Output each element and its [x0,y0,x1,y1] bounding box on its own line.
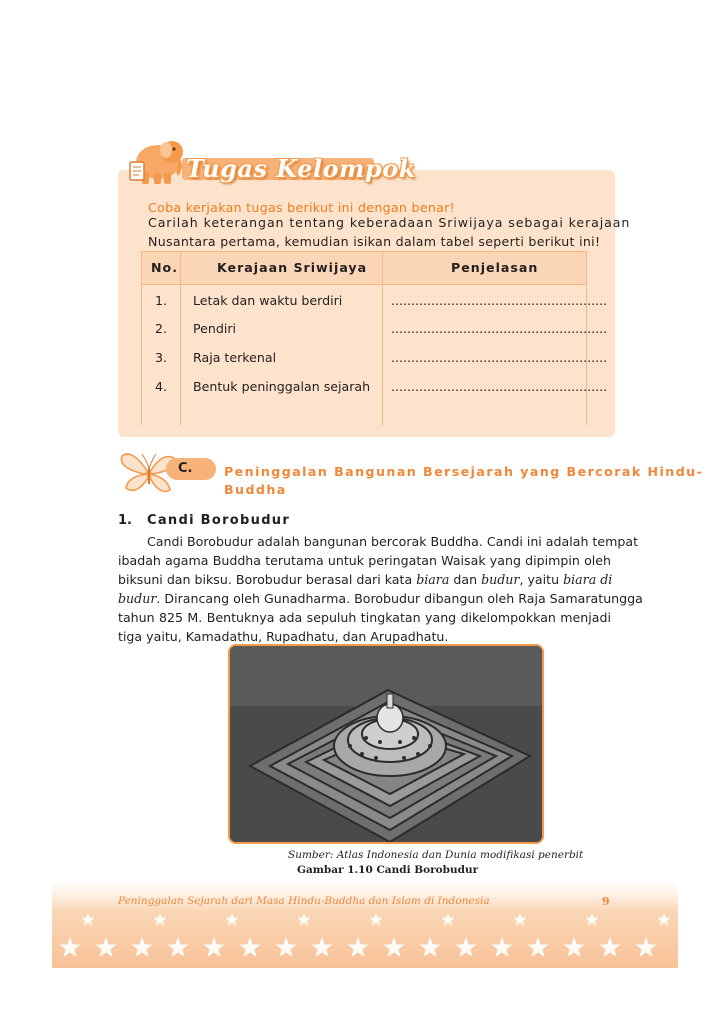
section-letter: C. [178,461,193,476]
text-run: dan [453,572,478,587]
subsection-number: 1. [118,513,132,528]
table-border [141,251,142,425]
task-body-line: Nusantara pertama, kemudian isikan dalam tabel seperti berikut ini! [148,234,601,249]
text-run: biksuni dan biksu. Borobudur berasal dari kata [118,572,413,587]
table-divider [382,251,383,425]
figure-source: Sumber: Atlas Indonesia dan Dunia modifikasi penerbit [288,849,584,861]
task-intro: Coba kerjakan tugas berikut ini dengan benar! [148,200,455,215]
italic-term: biara di [563,572,613,587]
elephant-mascot-icon [128,132,186,186]
table-border [586,251,587,425]
italic-term: budur [481,572,520,587]
footer-star-band [52,880,678,968]
table-cell-item: Bentuk peninggalan sejarah [193,379,371,394]
paragraph-line: tahun 825 M. Bentuknya ada sepuluh tingkatan yang dikelompokkan menjadi [118,610,611,625]
task-title: Tugas Kelompok [186,154,416,183]
text-run: . Dirancang oleh Gunadharma. Borobudur dibangun oleh Raja Samaratungga [156,591,643,606]
section-title-line: Peninggalan Bangunan Bersejarah yang Bercorak Hindu- [224,464,704,479]
table-divider [180,251,181,425]
paragraph-line: Candi Borobudur adalah bangunan bercorak Buddha. Candi ini adalah tempat [147,534,639,549]
table-cell-item: Pendiri [193,321,237,336]
table-cell-no: 4. [155,379,168,394]
italic-term: budur [118,591,157,606]
section-title-line: Buddha [224,482,287,497]
footer-running-title: Peninggalan Sejarah dari Masa Hindu-Buddha dan Islam di Indonesia [118,895,490,907]
table-cell-answer: ...................................................... [391,321,608,336]
table-cell-no: 2. [155,321,168,336]
borobudur-photo [228,644,544,844]
table-cell-answer: ...................................................... [391,350,608,365]
table-cell-no: 3. [155,350,168,365]
table-header-cell: Kerajaan Sriwijaya [217,260,368,275]
table-header-cell: No. [151,260,178,275]
subsection-title: Candi Borobudur [147,513,291,528]
table-cell-answer: ...................................................... [391,379,608,394]
borobudur-illustration [230,646,544,844]
section-title [224,463,704,499]
task-body-line: Carilah keterangan tentang keberadaan Sriwijaya sebagai kerajaan [148,215,631,230]
text-run: , yaitu [519,572,560,587]
table-cell-item: Letak dan waktu berdiri [193,293,343,308]
table-cell-answer: ...................................................... [391,293,608,308]
table-cell-item: Raja terkenal [193,350,277,365]
paragraph-line [118,589,643,608]
task-table [141,251,608,425]
page-number: 9 [602,895,610,908]
paragraph-line: tiga yaitu, Kamadathu, Rupadhatu, dan Arupadhatu. [118,629,449,644]
paragraph-line: ibadah agama Buddha terutama untuk peringatan Waisak yang dipimpin oleh [118,553,611,568]
italic-term: biara [416,572,450,587]
table-cell-no: 1. [155,293,168,308]
paragraph-line [118,570,611,589]
figure-caption: Gambar 1.10 Candi Borobudur [297,864,479,876]
table-header-cell: Penjelasan [451,260,539,275]
